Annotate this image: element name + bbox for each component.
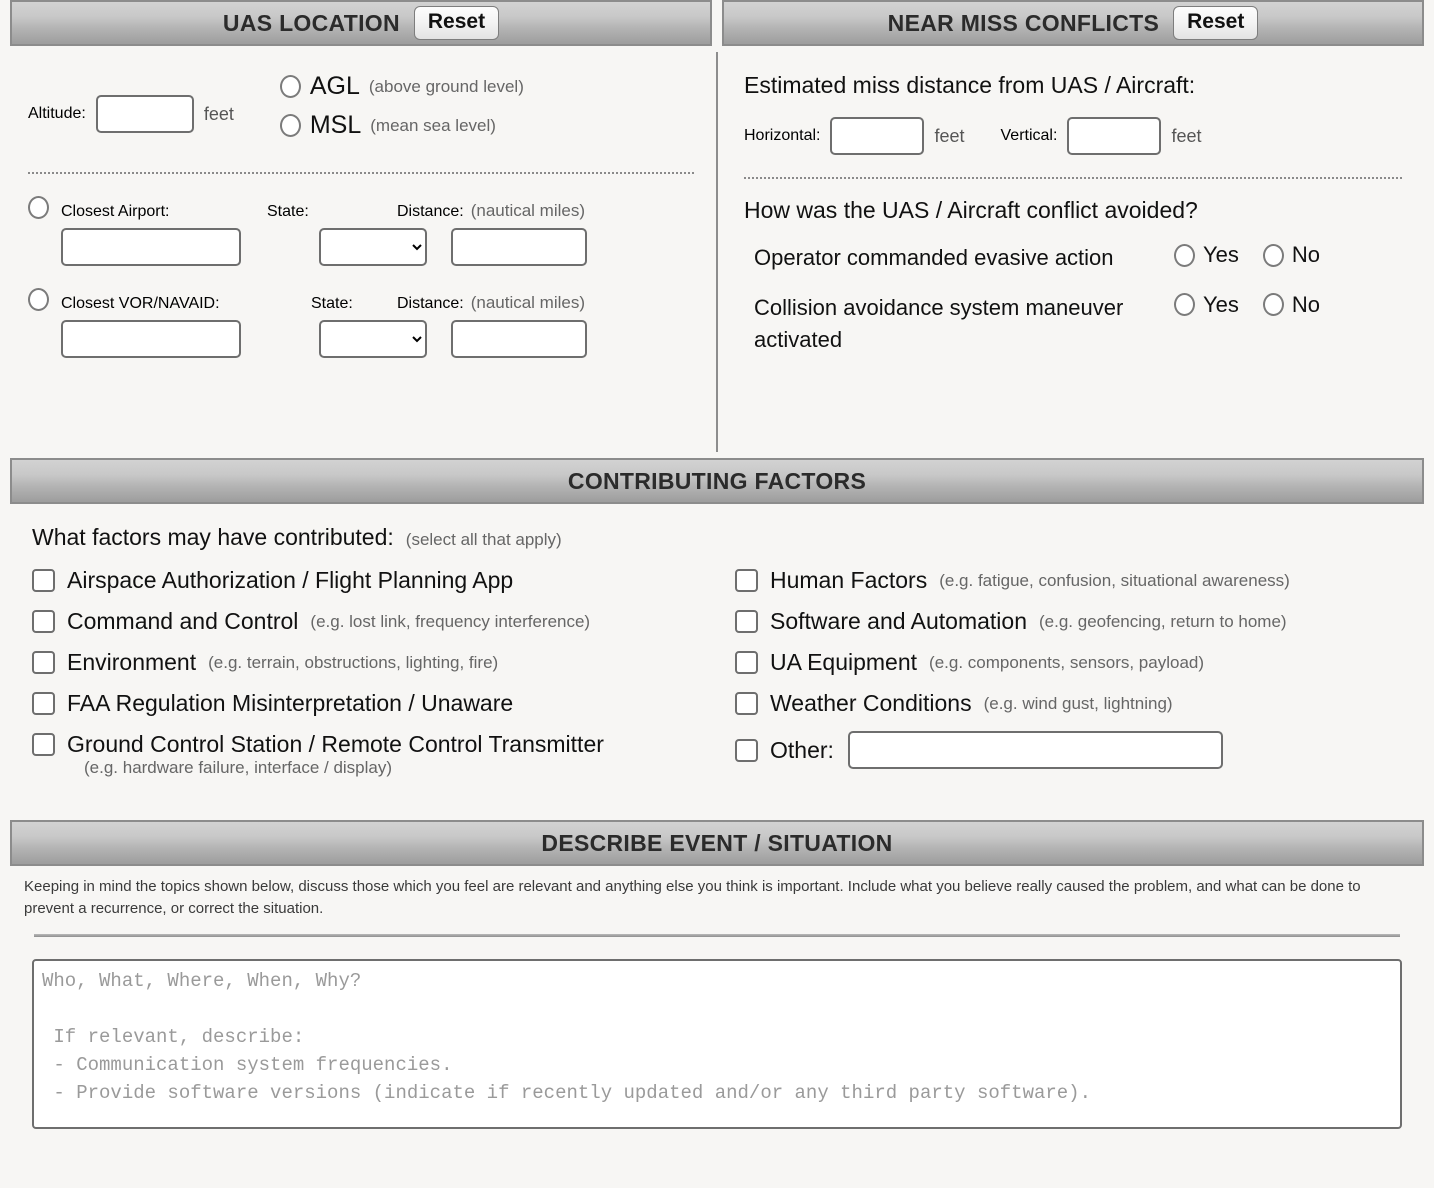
vertical-unit-label: feet (1171, 125, 1202, 146)
operator-evasive-no-radio[interactable] (1263, 244, 1284, 267)
uas-location-header (10, 0, 712, 46)
factor-software-automation-label: Software and Automation (770, 608, 1027, 634)
horizontal-unit-label: feet (934, 125, 965, 146)
factor-ground-control-station-hint: (e.g. hardware failure, interface / display) (84, 758, 393, 777)
vertical-label: Vertical: (1000, 127, 1058, 144)
factor-ground-control-station-checkbox[interactable] (32, 733, 55, 756)
closest-airport-group (28, 196, 694, 266)
vor-state-label: State: (311, 295, 353, 312)
factor-weather-conditions[interactable] (735, 690, 1402, 717)
closest-airport-label: Closest Airport: (61, 203, 170, 220)
operator-evasive-yes-radio[interactable] (1174, 244, 1195, 267)
factor-command-and-control[interactable] (32, 608, 717, 635)
airport-state-label: State: (267, 203, 309, 220)
miss-distance-label: Estimated miss distance from UAS / Aircraft: (744, 72, 1196, 98)
factor-airspace-authorization-label: Airspace Authorization / Flight Planning App (67, 567, 514, 593)
msl-radio[interactable] (280, 114, 301, 137)
factor-ua-equipment-hint: (e.g. components, sensors, payload) (929, 652, 1205, 672)
describe-event-body (10, 866, 1424, 937)
factor-ua-equipment-label: UA Equipment (770, 649, 918, 675)
near-miss-title: NEAR MISS CONFLICTS (887, 9, 1160, 36)
airport-distance-label: Distance: (397, 203, 464, 220)
factor-human-factors[interactable] (735, 567, 1402, 594)
contributing-factors-right-column (717, 567, 1402, 790)
uas-location-reset-button[interactable]: Reset (414, 6, 499, 39)
collision-avoidance-yes[interactable] (1174, 292, 1239, 318)
collision-avoidance-row (744, 292, 1424, 356)
factor-environment-label: Environment (67, 649, 197, 675)
factor-other-input[interactable] (848, 731, 1223, 769)
contributing-factors-section (10, 458, 1424, 812)
vor-distance-input[interactable] (451, 320, 587, 358)
operator-evasive-label: Operator commanded evasive action (754, 245, 1114, 270)
factor-software-automation-hint: (e.g. geofencing, return to home) (1039, 611, 1287, 631)
vor-state-select[interactable] (319, 320, 427, 358)
collision-avoidance-yes-radio[interactable] (1174, 293, 1195, 316)
closest-vor-label: Closest VOR/NAVAID: (61, 295, 220, 312)
factor-airspace-authorization-checkbox[interactable] (32, 569, 55, 592)
altitude-unit-label: feet (203, 103, 234, 124)
msl-label: MSL (309, 111, 362, 139)
vertical-input[interactable] (1067, 117, 1161, 155)
factor-human-factors-checkbox[interactable] (735, 569, 758, 592)
horizontal-label: Horizontal: (744, 127, 821, 144)
altitude-reference-group (280, 72, 524, 150)
factor-other-checkbox[interactable] (735, 739, 758, 762)
top-band (10, 46, 1424, 458)
operator-evasive-no[interactable] (1263, 242, 1320, 268)
factor-faa-regulation-checkbox[interactable] (32, 692, 55, 715)
factor-ground-control-station[interactable] (32, 731, 717, 758)
describe-event-header (10, 820, 1424, 866)
operator-evasive-yes-label: Yes (1203, 242, 1239, 267)
agl-radio[interactable] (280, 75, 301, 98)
contributing-factors-question-row (32, 524, 1402, 551)
collision-avoidance-no-radio[interactable] (1263, 293, 1284, 316)
contributing-factors-body (10, 504, 1424, 812)
airport-distance-input[interactable] (451, 228, 587, 266)
uas-location-divider (28, 172, 694, 174)
describe-event-textarea[interactable] (32, 959, 1402, 1129)
contributing-factors-left-column (32, 567, 717, 790)
factor-weather-conditions-hint: (e.g. wind gust, lightning) (983, 693, 1173, 713)
near-miss-panel (722, 46, 1424, 458)
contributing-factors-question-hint: (select all that apply) (405, 530, 562, 549)
factor-environment-hint: (e.g. terrain, obstructions, lighting, fire) (208, 652, 499, 672)
near-miss-header (722, 0, 1424, 46)
factor-software-automation[interactable] (735, 608, 1402, 635)
conflict-avoided-question: How was the UAS / Aircraft conflict avoided? (744, 197, 1198, 223)
altitude-group (28, 95, 234, 133)
factor-command-and-control-checkbox[interactable] (32, 610, 55, 633)
horizontal-input[interactable] (830, 117, 924, 155)
msl-option[interactable] (280, 111, 524, 140)
factor-command-and-control-label: Command and Control (67, 608, 299, 634)
factor-ua-equipment[interactable] (735, 649, 1402, 676)
closest-vor-fields (28, 320, 694, 358)
factor-human-factors-label: Human Factors (770, 567, 928, 593)
factor-ground-control-station-label: Ground Control Station / Remote Control Transmitter (67, 731, 604, 757)
vor-distance-hint: (nautical miles) (470, 293, 586, 312)
collision-avoidance-label: Collision avoidance system maneuver activated (754, 294, 1124, 352)
agl-option[interactable] (280, 72, 524, 101)
airport-state-select[interactable] (319, 228, 427, 266)
factor-command-and-control-hint: (e.g. lost link, frequency interference) (310, 611, 591, 631)
top-headers (10, 0, 1424, 46)
operator-evasive-yes[interactable] (1174, 242, 1239, 268)
altitude-input[interactable] (96, 95, 194, 133)
factor-weather-conditions-checkbox[interactable] (735, 692, 758, 715)
factor-environment[interactable] (32, 649, 717, 676)
contributing-factors-header (10, 458, 1424, 504)
factor-faa-regulation-label: FAA Regulation Misinterpretation / Unaware (67, 690, 514, 716)
agl-hint: (above ground level) (368, 76, 524, 96)
closest-airport-fields (28, 228, 694, 266)
uas-location-panel (10, 46, 712, 458)
collision-avoidance-yes-label: Yes (1203, 291, 1239, 317)
factor-weather-conditions-label: Weather Conditions (770, 690, 972, 716)
near-miss-reset-button[interactable]: Reset (1173, 6, 1258, 39)
header-gap (712, 0, 722, 46)
closest-airport-radio[interactable] (28, 196, 49, 219)
vor-distance-label: Distance: (397, 295, 464, 312)
describe-event-title: DESCRIBE EVENT / SITUATION (541, 829, 893, 856)
factor-software-automation-checkbox[interactable] (735, 610, 758, 633)
closest-vor-radio[interactable] (28, 288, 49, 311)
miss-distance-fields (744, 117, 1424, 155)
closest-vor-input[interactable] (61, 320, 241, 358)
collision-avoidance-no[interactable] (1263, 292, 1320, 318)
factor-environment-checkbox[interactable] (32, 651, 55, 674)
collision-avoidance-no-label: No (1291, 291, 1321, 317)
operator-evasive-no-label: No (1291, 242, 1321, 267)
near-miss-divider (744, 177, 1402, 179)
factor-ua-equipment-checkbox[interactable] (735, 651, 758, 674)
uas-location-title: UAS LOCATION (222, 9, 400, 36)
describe-event-section (10, 820, 1424, 1134)
panel-divider (712, 46, 722, 458)
factor-other-label: Other: (770, 736, 834, 763)
factor-airspace-authorization[interactable] (32, 567, 717, 594)
factor-other[interactable] (735, 731, 1402, 769)
closest-vor-group (28, 288, 694, 358)
msl-hint: (mean sea level) (370, 115, 496, 135)
agl-label: AGL (309, 72, 360, 100)
airport-distance-hint: (nautical miles) (470, 201, 586, 220)
contributing-factors-question: What factors may have contributed: (32, 524, 394, 550)
factor-faa-regulation[interactable] (32, 690, 717, 717)
contributing-factors-title: CONTRIBUTING FACTORS (567, 467, 867, 494)
operator-evasive-row (744, 242, 1424, 274)
describe-event-textarea-wrap (10, 937, 1424, 1134)
altitude-label: Altitude: (28, 105, 86, 122)
factor-human-factors-hint: (e.g. fatigue, confusion, situational awareness) (939, 570, 1290, 590)
closest-vor-head (28, 288, 694, 313)
closest-airport-head (28, 196, 694, 221)
describe-event-intro: Keeping in mind the topics shown below, discuss those which you feel are relevant and anything else you think is important. Include what you believe really caused the problem, and what can be done to prevent a recurrence, or correct the situation. (24, 878, 1361, 917)
closest-airport-input[interactable] (61, 228, 241, 266)
contributing-factors-columns (32, 567, 1402, 790)
